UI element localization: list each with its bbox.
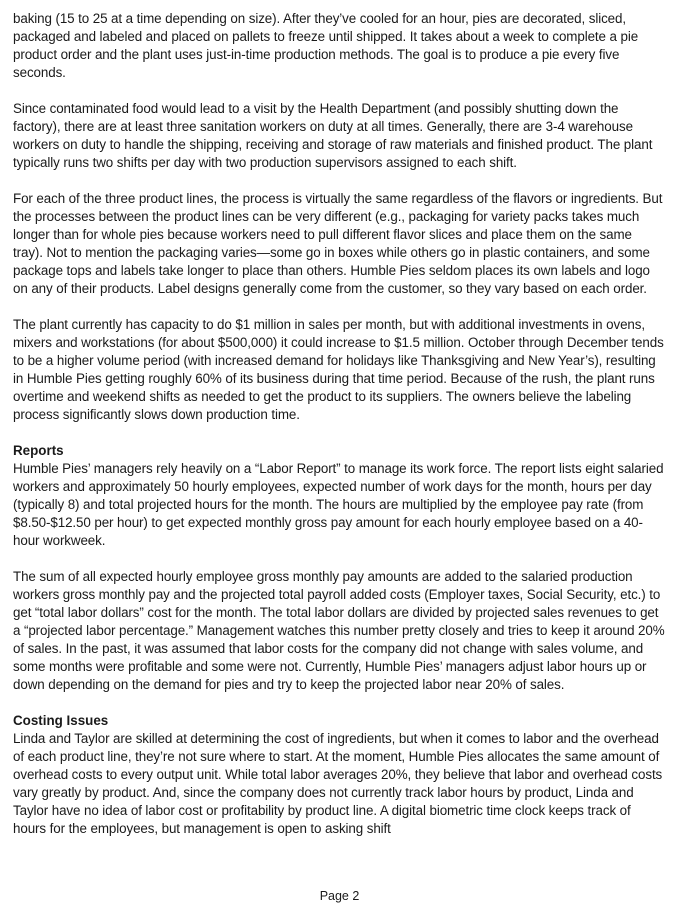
section-heading-reports: Reports [13, 443, 64, 458]
paragraph-capacity: The plant currently has capacity to do $1 million in sales per month, but with additional investments in ovens, mixers and workstations (for about $500,000) it could increase to $1.5 million. October through December tends to be a higher volume period (with increased demand for holidays like Thanksgiving and New Year’s), resulting in Humble Pies getting roughly 60% of its business during that time period. Because of the rush, the plant runs overtime and weekend shifts as needed to get the product to its suppliers. The owners believe the labeling process significantly slows down production time. [13, 317, 664, 422]
paragraph-sanitation: Since contaminated food would lead to a visit by the Health Department (and possibly shutting down the factory), there are at least three sanitation workers on duty at all times. Generally, there are 3-4 warehouse workers on duty to handle the shipping, receiving and storage of raw materials and finished product. The plant typically runs two shifts per day with two production supervisors assigned to each shift. [13, 101, 653, 170]
paragraph-baking: baking (15 to 25 at a time depending on size). After they’ve cooled for an hour, pies are decorated, sliced, packaged and labeled and placed on pallets to freeze until shipped. It takes about a week to complete a pie product order and the plant uses just-in-time production methods. The goal is to produce a pie every five seconds. [13, 11, 639, 80]
document-page [13, 10, 665, 856]
paragraph-costing: Linda and Taylor are skilled at determining the cost of ingredients, but when it comes to labor and the overhead of each product line, they’re not sure where to start. At the moment, Humble Pies allocates the same amount of overhead costs to every output unit. While total labor averages 20%, they believe that labor and overhead costs vary greatly by product. And, since the company does not currently track labor hours by product, Linda and Taylor have no idea of labor cost or profitability by product line. A digital biometric time clock keeps track of hours for the employees, but management is open to asking shift [13, 731, 663, 836]
paragraph-labor-report: Humble Pies’ managers rely heavily on a “Labor Report” to manage its work force. The report lists eight salaried workers and approximately 50 hourly employees, expected number of work days for the month, hours per day (typically 8) and total projected hours for the month. The hours are multiplied by the employee pay rate (from $8.50-$12.50 per hour) to get expected monthly gross pay amount for each hourly employee based on a 40-hour workweek. [13, 461, 664, 548]
paragraph-product-lines: For each of the three product lines, the process is virtually the same regardless of the flavors or ingredients. But the processes between the product lines can be very different (e.g., packaging for variety packs takes much longer than for whole pies because workers need to pull different flavor slices and place them on the same tray). Not to mention the packaging varies—some go in boxes while others go in plastic containers, and some package tops and labels take longer to place than others. Humble Pies seldom places its own labels and logo on any of their products. Label designs generally come from the customer, so they vary based on each order. [13, 191, 663, 296]
paragraph-labor-dollars: The sum of all expected hourly employee gross monthly pay amounts are added to the salaried production workers gross monthly pay and the projected total payroll added costs (Employer taxes, Social Security, etc.) to get “total labor dollars” cost for the month. The total labor dollars are divided by projected sales revenues to get a “projected labor percentage.” Management watches this number pretty closely and tries to keep it around 20% of sales. In the past, it was assumed that labor costs for the company did not change with sales volume, and some months were profitable and some were not. Currently, Humble Pies’ managers adjust labor hours up or down depending on the demand for pies and try to keep the projected labor near 20% of sales. [13, 569, 665, 692]
page-number: Page 2 [319, 889, 360, 903]
section-heading-costing-issues: Costing Issues [13, 713, 109, 728]
